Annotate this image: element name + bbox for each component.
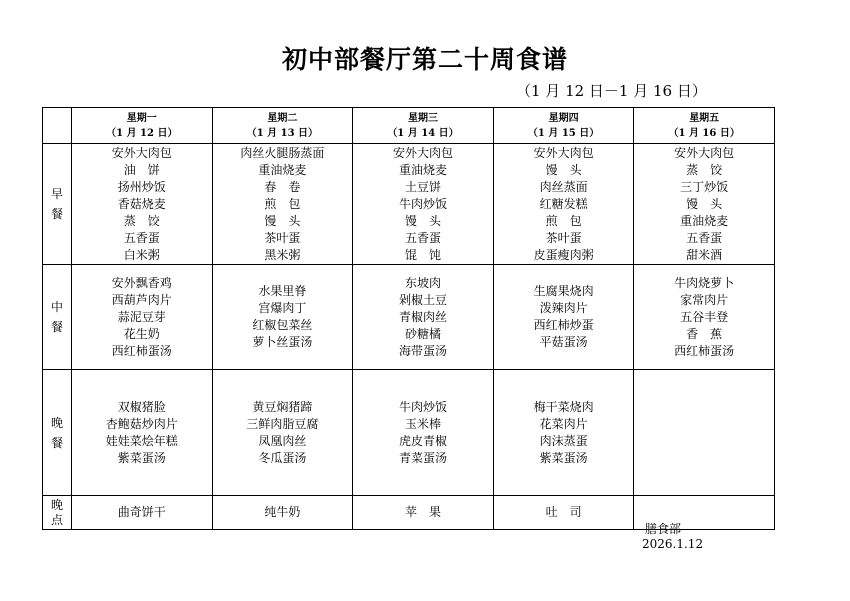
menu-item: 娃娃菜烩年糕 [105, 433, 178, 448]
meal-label-lunch: 中 餐 [43, 265, 72, 370]
menu-item: 三鲜肉脂豆腐 [246, 416, 319, 431]
menu-item: 紫菜蛋汤 [539, 450, 588, 465]
menu-item: 香菇烧麦 [117, 197, 166, 211]
menu-item: 西葫芦肉片 [111, 292, 172, 307]
menu-item: 泼辣肉片 [539, 301, 588, 315]
menu-item: 吐 司 [545, 505, 582, 519]
day-name: 星期五 [689, 112, 720, 124]
dinner-row [43, 370, 775, 496]
menu-item: 杏鲍菇炒肉片 [105, 416, 178, 431]
menu-item: 剁椒土豆 [398, 292, 447, 307]
menu-item: 生腐果烧肉 [533, 284, 594, 298]
menu-item: 白米粥 [123, 248, 160, 262]
meal-label-dinner: 晚 餐 [43, 370, 72, 496]
menu-item: 梅干菜烧肉 [533, 399, 594, 414]
menu-item: 五谷丰登 [680, 309, 729, 324]
menu-item: 萝卜丝蛋汤 [252, 335, 313, 349]
menu-item: 黄豆焖猪蹄 [252, 399, 313, 414]
corner-cell [43, 108, 72, 144]
day-header-wed [353, 108, 494, 144]
menu-item: 玉米棒 [404, 416, 441, 431]
menu-item: 双椒猪脸 [117, 399, 166, 414]
menu-item: 重油烧麦 [258, 163, 307, 177]
menu-cell [493, 144, 634, 265]
menu-item: 蒸 饺 [686, 163, 723, 177]
menu-cell [493, 265, 634, 370]
menu-cell [353, 144, 494, 265]
menu-item: 香 蕉 [686, 326, 723, 341]
day-header-fri [634, 108, 775, 144]
menu-cell [493, 370, 634, 496]
menu-item: 安外飘香鸡 [111, 275, 172, 290]
menu-cell [72, 144, 213, 265]
menu-item: 牛肉炒饭 [398, 399, 447, 414]
menu-item: 甜米酒 [686, 248, 723, 262]
day-date: （1 月 12 日） [106, 127, 178, 139]
menu-item: 土豆饼 [404, 180, 441, 194]
menu-item: 馄 饨 [404, 248, 441, 262]
menu-item: 扬州炒饭 [117, 180, 166, 194]
menu-item: 茶叶蛋 [264, 231, 301, 245]
menu-item: 安外大肉包 [392, 146, 453, 160]
menu-cell [634, 144, 775, 265]
menu-item: 砂糖橘 [404, 326, 441, 341]
menu-item: 蒜泥豆芽 [117, 309, 166, 324]
menu-item: 青椒肉丝 [398, 309, 447, 324]
menu-item: 肉丝蒸面 [539, 180, 588, 194]
menu-item: 东坡肉 [404, 275, 441, 290]
menu-cell [212, 370, 353, 496]
menu-item: 纯牛奶 [264, 505, 301, 519]
menu-item: 牛肉炒饭 [398, 197, 447, 211]
menu-item: 安外大肉包 [533, 146, 594, 160]
menu-item: 平菇蛋汤 [539, 335, 588, 349]
day-name: 星期二 [267, 112, 298, 124]
menu-item: 煎 包 [545, 214, 582, 228]
menu-item: 冬瓜蛋汤 [258, 450, 307, 465]
menu-item: 茶叶蛋 [545, 231, 582, 245]
menu-cell [72, 370, 213, 496]
day-name: 星期三 [407, 112, 438, 124]
menu-item: 皮蛋瘦肉粥 [533, 248, 594, 262]
menu-item: 西红柿炒蛋 [533, 318, 594, 332]
menu-item: 馒 头 [686, 197, 723, 211]
menu-item: 五香蛋 [404, 231, 441, 245]
menu-item: 油 饼 [123, 163, 160, 177]
day-date: （1 月 15 日） [527, 127, 600, 139]
menu-item: 肉丝火腿肠蒸面 [240, 146, 325, 160]
meal-label-breakfast: 早 餐 [43, 144, 72, 265]
date-range: （1 月 12 日－1 月 16 日） [516, 82, 707, 100]
menu-item: 花菜肉片 [539, 416, 588, 431]
menu-item: 曲奇饼干 [117, 505, 166, 519]
footer-date: 2026.1.12 [642, 537, 704, 551]
menu-cell [634, 265, 775, 370]
menu-item: 青菜蛋汤 [398, 450, 447, 465]
footer-department: 膳食部 [645, 522, 682, 536]
menu-item: 春 卷 [264, 180, 301, 194]
menu-cell [353, 265, 494, 370]
menu-item: 水果里脊 [258, 284, 307, 298]
day-date: （1 月 16 日） [668, 127, 740, 139]
menu-item: 蒸 饺 [123, 214, 160, 228]
menu-item: 家常肉片 [680, 292, 729, 307]
day-header-tue [212, 108, 353, 144]
menu-item: 煎 包 [264, 197, 301, 211]
menu-item: 虎皮青椒 [398, 433, 447, 448]
menu-item: 苹 果 [404, 505, 441, 519]
menu-item: 牛肉烧萝卜 [674, 275, 735, 290]
day-header-thu [493, 108, 634, 144]
menu-item: 红糖发糕 [539, 197, 588, 211]
menu-item: 肉沫蒸蛋 [539, 433, 588, 448]
menu-item: 三丁炒饭 [680, 180, 729, 194]
menu-cell [212, 265, 353, 370]
menu-cell [72, 265, 213, 370]
menu-item: 红椒包菜丝 [252, 318, 313, 332]
menu-item: 西红柿蛋汤 [674, 343, 735, 358]
menu-cell [634, 370, 775, 496]
menu-item: 馒 头 [264, 214, 301, 228]
menu-item: 紫菜蛋汤 [117, 450, 166, 465]
menu-item: 五香蛋 [123, 231, 160, 245]
menu-cell [353, 370, 494, 496]
header-row [43, 108, 775, 144]
menu-item: 宫爆肉丁 [258, 301, 307, 315]
day-name: 星期一 [126, 112, 157, 124]
menu-item: 凤凰肉丝 [258, 433, 307, 448]
menu-cell [493, 496, 634, 530]
menu-item: 西红柿蛋汤 [111, 343, 172, 358]
menu-item: 安外大肉包 [111, 146, 172, 160]
menu-item: 黑米粥 [264, 248, 301, 262]
lunch-row [43, 265, 775, 370]
menu-item: 安外大肉包 [674, 146, 735, 160]
day-date: （1 月 13 日） [246, 127, 319, 139]
menu-table [42, 107, 775, 530]
menu-cell [353, 496, 494, 530]
meal-label-snack: 晚 点 [43, 496, 72, 530]
breakfast-row [43, 144, 775, 265]
day-header-mon [72, 108, 213, 144]
menu-item: 重油烧麦 [398, 163, 447, 177]
page-title: 初中部餐厅第二十周食谱 [281, 45, 568, 74]
day-name: 星期四 [548, 112, 579, 124]
menu-item: 花生奶 [123, 326, 160, 341]
menu-item: 馒 头 [404, 214, 441, 228]
menu-item: 重油烧麦 [680, 214, 729, 228]
menu-cell [212, 144, 353, 265]
menu-item: 海带蛋汤 [398, 343, 447, 358]
day-date: （1 月 14 日） [387, 127, 459, 139]
menu-cell [72, 496, 213, 530]
menu-cell [212, 496, 353, 530]
menu-item: 五香蛋 [686, 231, 723, 245]
menu-item: 馒 头 [545, 163, 582, 177]
